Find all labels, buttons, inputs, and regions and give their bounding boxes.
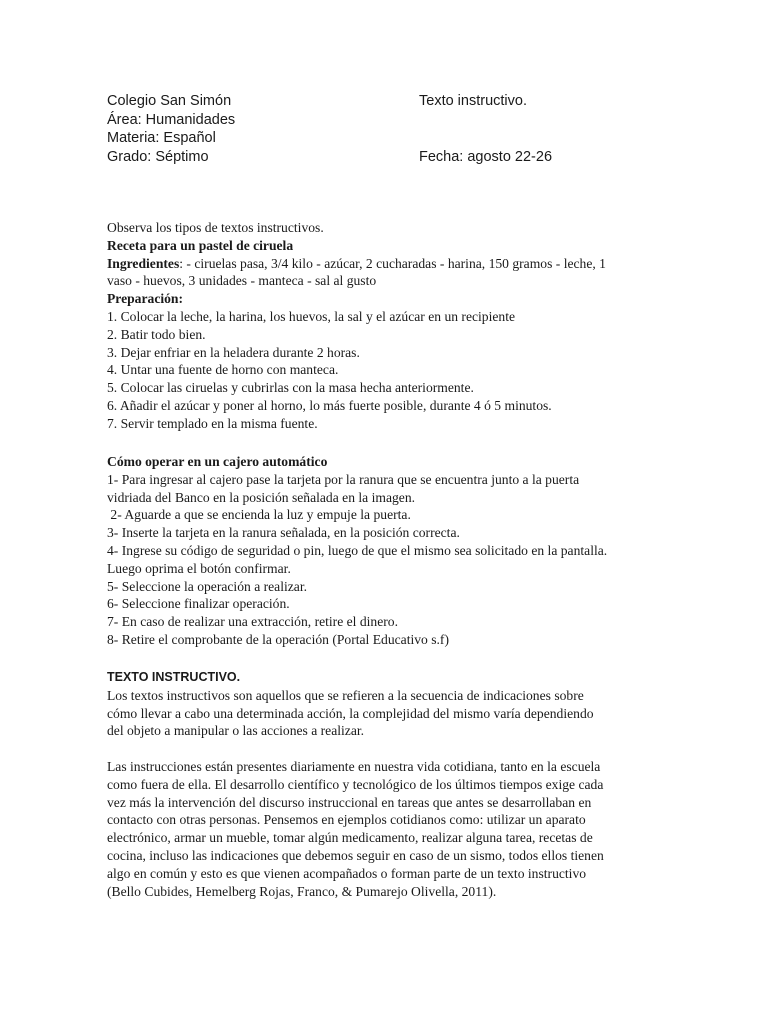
grade-label: Grado: Séptimo bbox=[107, 148, 209, 165]
paragraph-2-line: contacto con otras personas. Pensemos en ejemplos cotidianos como: utilizar un aparato bbox=[107, 812, 586, 828]
paragraph-2-line: cocina, incluso las indicaciones que debemos seguir en caso de un sismo, todos ellos tienen bbox=[107, 847, 604, 863]
theory-title: TEXTO INSTRUCTIVO. bbox=[107, 670, 241, 684]
atm-line: 1- Para ingresar al cajero pase la tarjeta por la ranura que se encuentra junto a la puerta bbox=[107, 471, 580, 487]
theory-section bbox=[107, 669, 667, 740]
recipe-step: 6. Añadir el azúcar y poner al horno, lo más fuerte posible, durante 4 ó 5 minutos. bbox=[107, 397, 552, 413]
header-row-2 bbox=[107, 111, 727, 130]
ingredients-label: Ingredientes bbox=[107, 255, 180, 271]
school-name: Colegio San Simón bbox=[107, 93, 232, 109]
ingredients-text-1: : - ciruelas pasa, 3/4 kilo - azúcar, 2 cucharadas - harina, 150 gramos - leche, 1 bbox=[179, 255, 606, 271]
document-header bbox=[107, 92, 727, 166]
recipe-step: 4. Untar una fuente de horno con manteca. bbox=[107, 362, 339, 378]
recipe-step: 7. Servir templado en la misma fuente. bbox=[107, 415, 318, 431]
subject-label: Materia: Español bbox=[107, 130, 216, 146]
recipe-step: 1. Colocar la leche, la harina, los huevos, la sal y el azúcar en un recipiente bbox=[107, 308, 516, 324]
recipe-title: Receta para un pastel de ciruela bbox=[107, 237, 294, 253]
paragraph-1-line: Los textos instructivos son aquellos que se refieren a la secuencia de indicaciones sobre bbox=[107, 687, 584, 703]
recipe-section bbox=[107, 219, 667, 433]
paragraph-2-line: algo en común y esto es que vienen acompañados o forman parte de un texto instructivo bbox=[107, 865, 587, 881]
ingredients-line-2: vaso - huevos, 3 unidades - manteca - sal al gusto bbox=[107, 273, 377, 289]
date-label: Fecha: agosto 22-26 bbox=[419, 148, 553, 165]
atm-line: 3- Inserte la tarjeta en la ranura señalada, en la posición correcta. bbox=[107, 525, 460, 541]
area-label: Área: Humanidades bbox=[107, 111, 236, 128]
recipe-step: 5. Colocar las ciruelas y cubrirlas con la masa hecha anteriormente. bbox=[107, 380, 474, 396]
atm-line: 6- Seleccione finalizar operación. bbox=[107, 596, 290, 612]
atm-line: 5- Seleccione la operación a realizar. bbox=[107, 578, 308, 594]
atm-line: 2- Aguarde a que se encienda la luz y empuje la puerta. bbox=[107, 507, 411, 523]
header-row-3 bbox=[107, 129, 727, 148]
header-row-4 bbox=[107, 148, 727, 167]
recipe-step: 2. Batir todo bien. bbox=[107, 326, 206, 342]
paragraph-1-line: cómo llevar a cabo una determinada acción, la complejidad del mismo varía dependiendo bbox=[107, 705, 594, 721]
paragraph-1-line: del objeto a manipular o las acciones a realizar. bbox=[107, 723, 365, 739]
atm-line: 4- Ingrese su código de seguridad o pin, luego de que el mismo sea solicitado en la pantalla. bbox=[107, 542, 608, 558]
header-row-1 bbox=[107, 92, 727, 111]
paragraph-2-line: electrónico, armar un mueble, tomar algún medicamento, realizar alguna tarea, recetas de bbox=[107, 830, 593, 846]
intro-text: Observa los tipos de textos instructivos. bbox=[107, 220, 324, 235]
atm-title: Cómo operar en un cajero automático bbox=[107, 454, 328, 469]
ingredients-line-1 bbox=[107, 255, 667, 273]
paragraph-2-line: (Bello Cubides, Hemelberg Rojas, Franco, & Pumarejo Olivella, 2011). bbox=[107, 883, 497, 899]
paragraph-2-line: vez más la intervención del discurso instruccional en tareas que antes se desarrollaban en bbox=[107, 794, 592, 810]
paragraph-2-line: Las instrucciones están presentes diariamente en nuestra vida cotidiana, tanto en la escuela bbox=[107, 759, 601, 774]
atm-line: 7- En caso de realizar una extracción, retire el dinero. bbox=[107, 614, 398, 630]
atm-section bbox=[107, 453, 667, 649]
atm-line: Luego oprima el botón confirmar. bbox=[107, 560, 291, 576]
atm-line: 8- Retire el comprobante de la operación (Portal Educativo s.f) bbox=[107, 631, 449, 647]
preparation-label: Preparación: bbox=[107, 291, 184, 307]
paragraph-2-line: como fuera de ella. El desarrollo científico y tecnológico de los últimos tiempos exige cada bbox=[107, 776, 604, 792]
recipe-step: 3. Dejar enfriar en la heladera durante 2 horas. bbox=[107, 344, 360, 360]
document-type: Texto instructivo. bbox=[419, 93, 527, 109]
atm-line: vidriada del Banco en la posición señalada en la imagen. bbox=[107, 489, 416, 505]
theory-paragraph-2 bbox=[107, 758, 667, 900]
